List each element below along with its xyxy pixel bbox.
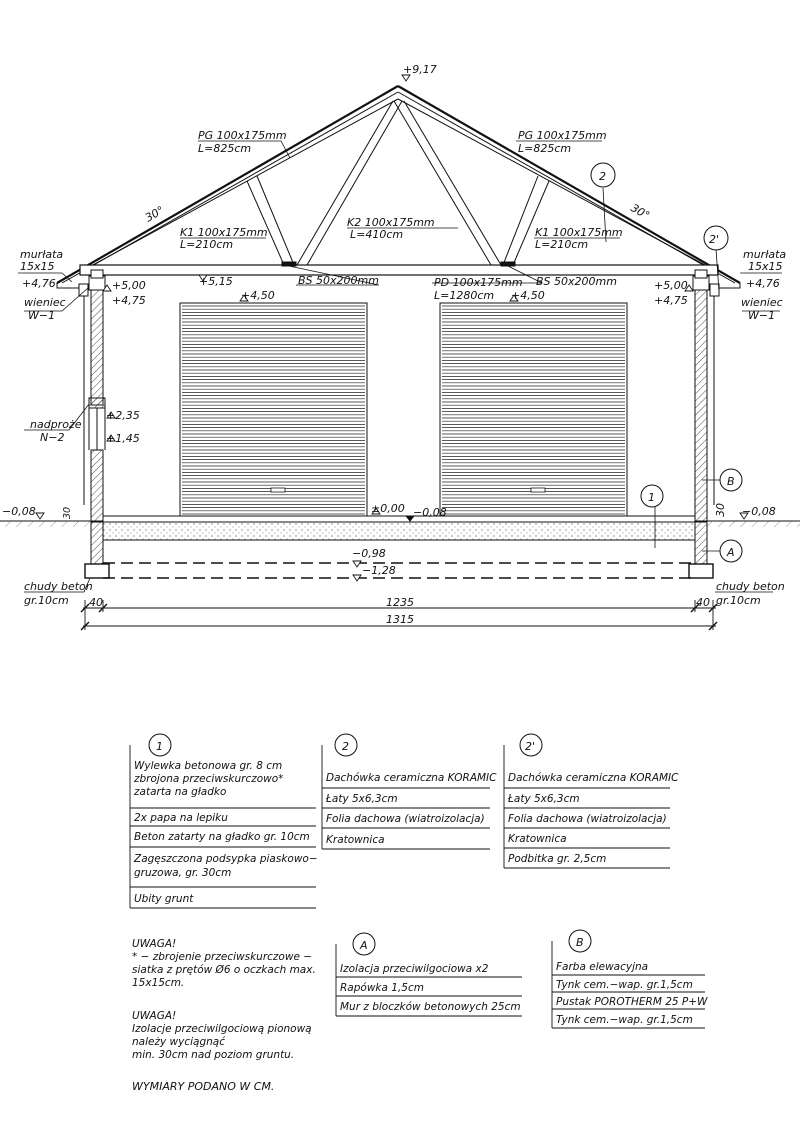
legend-1-row-3: Beton zatarty na gładko gr. 10cm: [134, 831, 310, 843]
lintel-bottom-elev: +1,45: [106, 432, 140, 445]
tag-2p-text: 2': [709, 233, 720, 246]
legend-B-row-2: Tynk cem.−wap. gr.1,5cm: [556, 979, 693, 991]
wall-left: [91, 290, 103, 405]
wieniec-left-label: wieniec: [24, 296, 66, 309]
foundation-wall-left: [91, 522, 103, 564]
legend-2p-row-4: Kratownica: [508, 833, 567, 845]
chudy-right-label: chudy beton: [716, 580, 785, 593]
web-k1-right: [503, 176, 549, 265]
tag-A-text: A: [727, 546, 735, 559]
floor-elev: ±0,00: [371, 502, 405, 515]
garage-door-left: [180, 303, 367, 516]
foundation-elev-1: −0,98: [352, 547, 386, 560]
nadproze-label: nadproże: [30, 418, 82, 431]
note-2-line-2: Izolacje przeciwilgociową pionową: [132, 1023, 312, 1035]
lintel-left: [89, 398, 105, 408]
ground-right-elev: −0,08: [742, 505, 776, 518]
plate-bs-right: [501, 262, 515, 266]
pg-left-length: L=825cm: [198, 142, 252, 155]
wall-left-lower: [91, 450, 103, 522]
pd-length: L=1280cm: [434, 289, 495, 302]
legend-2p-row-2: Łaty 5x6,3cm: [508, 793, 580, 805]
legend-2p-row-5: Podbitka gr. 2,5cm: [508, 853, 607, 865]
gutter-right: [710, 284, 719, 296]
wieniec-right-elev: +4,75: [654, 294, 688, 307]
floor-foundation: [0, 516, 800, 578]
drawing-labels: [2, 63, 786, 626]
footing-left: [85, 564, 109, 578]
ridge-elevation: +9,17: [403, 63, 437, 76]
door-right-elev: +4,50: [511, 289, 545, 302]
eave-left: [57, 283, 80, 288]
note-1-line-3: siatka z prętów Ø6 o oczkach max.: [132, 964, 316, 976]
legend-2-row-1: Dachówka ceramiczna KORAMIC: [326, 772, 497, 784]
murlata-right-elev: +4,76: [746, 277, 780, 290]
murlata-left: [91, 270, 103, 278]
legend-2-row-4: Kratownica: [326, 834, 385, 846]
legend-2-tag: 2: [342, 740, 349, 753]
legend-B-tag: B: [576, 936, 584, 949]
wall-top-right-elev: +5,00: [654, 279, 688, 292]
eave-right: [718, 283, 740, 288]
floor-slab: [103, 516, 695, 522]
dim-wall-left: 40: [89, 596, 103, 609]
legend-B-row-4: Tynk cem.−wap. gr.1,5cm: [556, 1014, 693, 1026]
wall-right: [695, 290, 707, 522]
web-k1-left: [247, 176, 294, 265]
dim-wall-right: 40: [696, 596, 710, 609]
legend-1-row-5: Ubity grunt: [134, 893, 194, 905]
murlata-left-size: 15x15: [20, 260, 55, 273]
murlata-left-label: murłata: [20, 248, 64, 261]
wall-top-left-elev: +5,00: [112, 279, 146, 292]
legend-B-row-1: Farba elewacyjna: [556, 961, 649, 973]
dim-total: 1315: [386, 613, 414, 626]
roof-covering-left: [57, 86, 398, 283]
rafter-left-bottom: [80, 99, 398, 272]
wieniec-right-label: wieniec: [741, 296, 783, 309]
legend-1-row-1-line-1: Wylewka betonowa gr. 8 cm: [134, 760, 283, 772]
units-note: WYMIARY PODANO W CM.: [132, 1080, 275, 1093]
legend-B: [552, 930, 708, 1028]
legend-2-row-2: Łaty 5x6,3cm: [326, 793, 398, 805]
legend-2p-row-1: Dachówka ceramiczna KORAMIC: [508, 772, 679, 784]
tie-beam-elev: +5,15: [199, 275, 233, 288]
note-1-line-2: * − zbrojenie przeciwskurczowe −: [132, 951, 313, 963]
foundation-elev-2: −1,28: [362, 564, 396, 577]
plate-bs-left: [282, 262, 296, 266]
note-1-line-1: UWAGA!: [132, 938, 177, 950]
bs-left-label: BS 50x200mm: [298, 274, 379, 287]
roof-covering-right: [398, 86, 740, 283]
note-2-line-4: min. 30cm nad poziom gruntu.: [132, 1049, 295, 1061]
gap-left: 30: [62, 506, 73, 519]
roof: [57, 86, 740, 288]
soil-right: [707, 521, 800, 527]
legend-A-row-3: Mur z bloczków betonowych 25cm: [340, 1001, 521, 1013]
wieniec-left-name: W−1: [28, 309, 56, 322]
legend-A-tag: A: [360, 939, 368, 952]
foundation-wall-right: [695, 522, 707, 564]
k1-left-label: K1 100x175mm: [180, 226, 268, 239]
legend-1-row-1-line-2: zbrojona przeciwskurczowo*: [134, 773, 284, 785]
legend-1: [130, 734, 318, 908]
door-left-elev: +4,50: [241, 289, 275, 302]
gutter-left: [79, 284, 88, 296]
tie-beam-pd: [80, 265, 718, 275]
tag-B-text: B: [727, 475, 735, 488]
murlata-left-elev: +4,76: [22, 277, 56, 290]
angle-left: 30°: [143, 203, 167, 225]
legend-1-row-4-line-2: gruzowa, gr. 30cm: [134, 867, 232, 879]
legend-1-row-1-line-3: zatarta na gładko: [134, 786, 227, 798]
soil-left: [0, 521, 91, 527]
note-2-line-1: UWAGA!: [132, 1010, 177, 1022]
dim-inner: 1235: [386, 596, 414, 609]
legend-2p-row-3: Folia dachowa (wiatroizolacja): [508, 813, 667, 825]
tag-1-text: 1: [648, 491, 655, 504]
wieniec-right-name: W−1: [748, 309, 776, 322]
note-2-line-3: należy wyciągnąć: [132, 1036, 225, 1048]
k2-length: L=410cm: [350, 228, 404, 241]
gap-right: 30: [714, 503, 727, 517]
notes: [132, 938, 316, 1093]
legend-A-row-2: Rapówka 1,5cm: [340, 982, 424, 994]
legend-2-row-3: Folia dachowa (wiatroizolacja): [326, 813, 485, 825]
legend-1-row-4-line-1: Zagęszczona podsypka piaskowo−: [134, 853, 318, 865]
lintel-top-elev: +2,35: [106, 409, 140, 422]
ground-left-elev: −0,08: [2, 505, 36, 518]
murlata-right: [695, 270, 707, 278]
murlata-right-label: murłata: [743, 248, 787, 261]
sub-base: [103, 522, 695, 540]
k1-right-length: L=210cm: [535, 238, 589, 251]
k1-right-label: K1 100x175mm: [535, 226, 623, 239]
pg-left-label: PG 100x175mm: [198, 129, 287, 142]
chudy-left-label: chudy beton: [24, 580, 93, 593]
angle-right: 30°: [628, 201, 652, 223]
legend-1-row-2: 2x papa na lepiku: [134, 812, 228, 824]
legend-1-tag: 1: [156, 740, 163, 753]
bs-right-label: BS 50x200mm: [536, 275, 617, 288]
tag-2-text: 2: [599, 170, 606, 183]
k2-label: K2 100x175mm: [347, 216, 435, 229]
note-1-line-4: 15x15cm.: [132, 977, 185, 989]
pg-right-length: L=825cm: [518, 142, 572, 155]
footing-right: [689, 564, 713, 578]
pg-right-label: PG 100x175mm: [518, 129, 607, 142]
legend-A: [336, 933, 522, 1016]
murlata-right-size: 15x15: [748, 260, 783, 273]
ground-inside-elev: −0,08: [413, 506, 447, 519]
garage-door-right: [440, 303, 627, 516]
legend-A-row-1: Izolacja przeciwilgociowa x2: [340, 963, 489, 975]
chudy-left-thickness: gr.10cm: [24, 594, 69, 607]
legend-2p-tag: 2': [525, 740, 536, 753]
legend-B-row-3: Pustak POROTHERM 25 P+W: [556, 996, 708, 1008]
k1-left-length: L=210cm: [180, 238, 234, 251]
legend-2: [322, 734, 497, 849]
pd-label: PD 100x175mm: [434, 276, 523, 289]
wieniec-left-elev: +4,75: [112, 294, 146, 307]
nadproze-name: N−2: [40, 431, 65, 444]
legend-2p: [504, 734, 679, 868]
chudy-right-thickness: gr.10cm: [716, 594, 761, 607]
